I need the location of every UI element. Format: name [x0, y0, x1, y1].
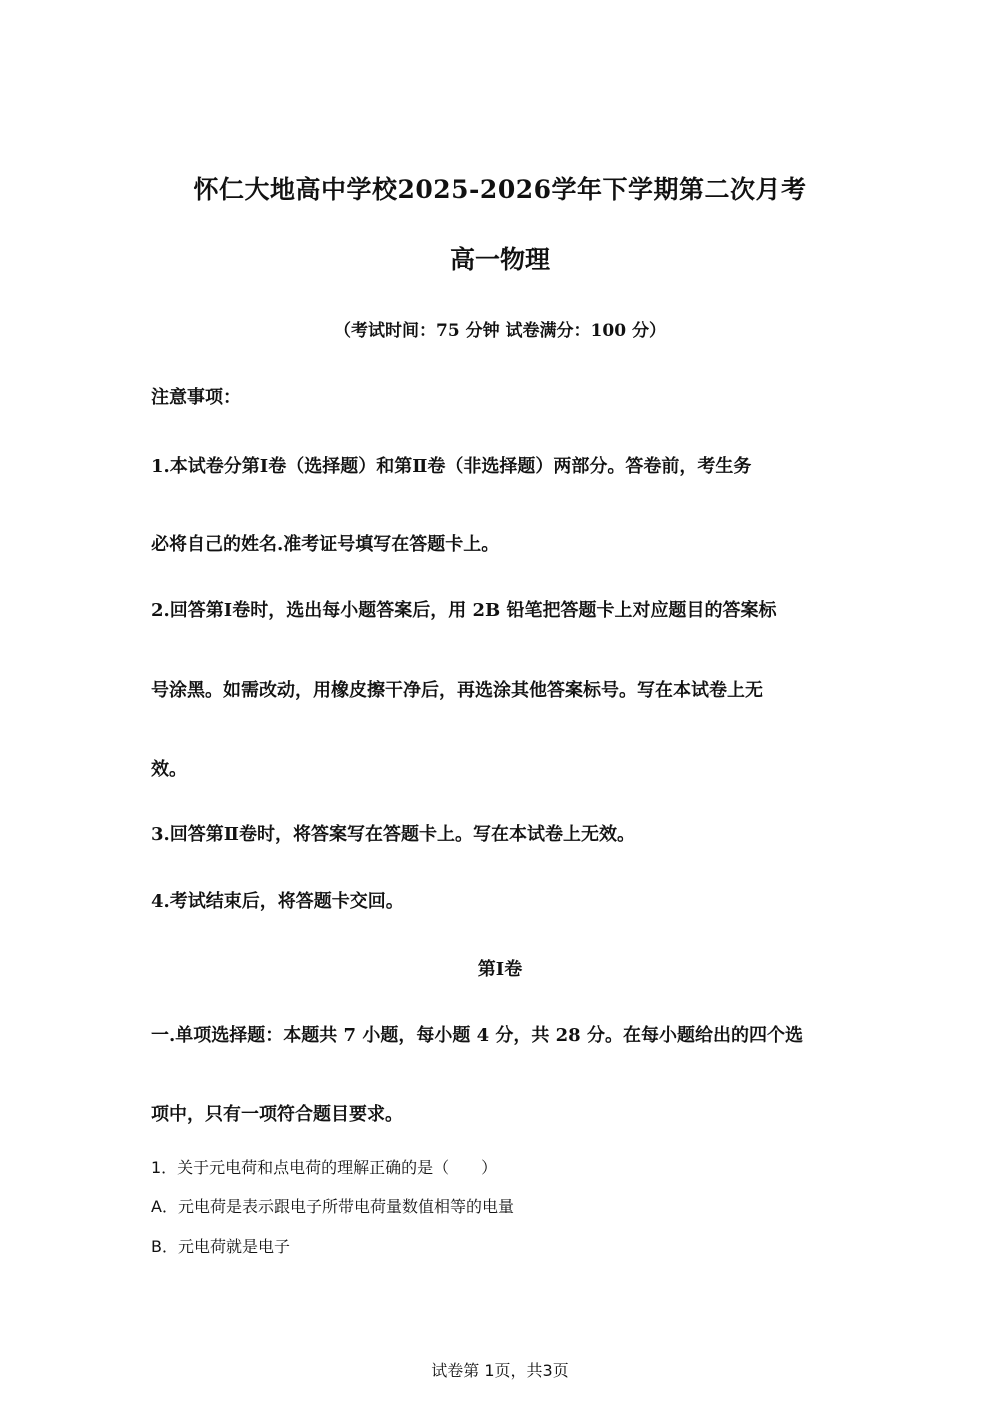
section-instruction: 项中，只有一项符合题目要求。 — [151, 1104, 403, 1125]
exam-subject: 高一物理 — [449, 245, 550, 274]
notice-line: 必将自己的姓名.准考证号填写在答题卡上。 — [151, 534, 500, 555]
section-title: 第Ⅰ卷 — [477, 959, 523, 980]
notice-line: 号涂黑。如需改动，用橡皮擦干净后，再选涂其他答案标号。写在本试卷上无 — [151, 680, 763, 701]
notice-line: 1.本试卷分第Ⅰ卷（选择题）和第Ⅱ卷（非选择题）两部分。答卷前，考生务 — [151, 456, 752, 477]
question-stem: 1．关于元电荷和点电荷的理解正确的是（ ） — [151, 1158, 498, 1177]
notice-line: 4.考试结束后，将答题卡交回。 — [151, 891, 404, 912]
page-footer: 试卷第 1页，共3页 — [431, 1361, 569, 1380]
notice-heading: 注意事项： — [151, 387, 241, 408]
notice-line: 3.回答第Ⅱ卷时，将答案写在答题卡上。写在本试卷上无效。 — [151, 824, 635, 845]
exam-info: （考试时间：75 分钟 试卷满分：100 分） — [334, 321, 666, 341]
section-instruction: 一.单项选择题：本题共 7 小题，每小题 4 分，共 28 分。在每小题给出的四个选 — [151, 1025, 803, 1046]
question-option-a: A．元电荷是表示跟电子所带电荷量数值相等的电量 — [151, 1197, 514, 1216]
notice-line: 效。 — [151, 759, 187, 780]
exam-title: 怀仁大地高中学校2025-2026学年下学期第二次月考 — [193, 175, 807, 204]
question-option-b: B．元电荷就是电子 — [151, 1237, 290, 1256]
notice-line: 2.回答第Ⅰ卷时，选出每小题答案后，用 2B 铅笔把答题卡上对应题目的答案标 — [151, 600, 777, 621]
